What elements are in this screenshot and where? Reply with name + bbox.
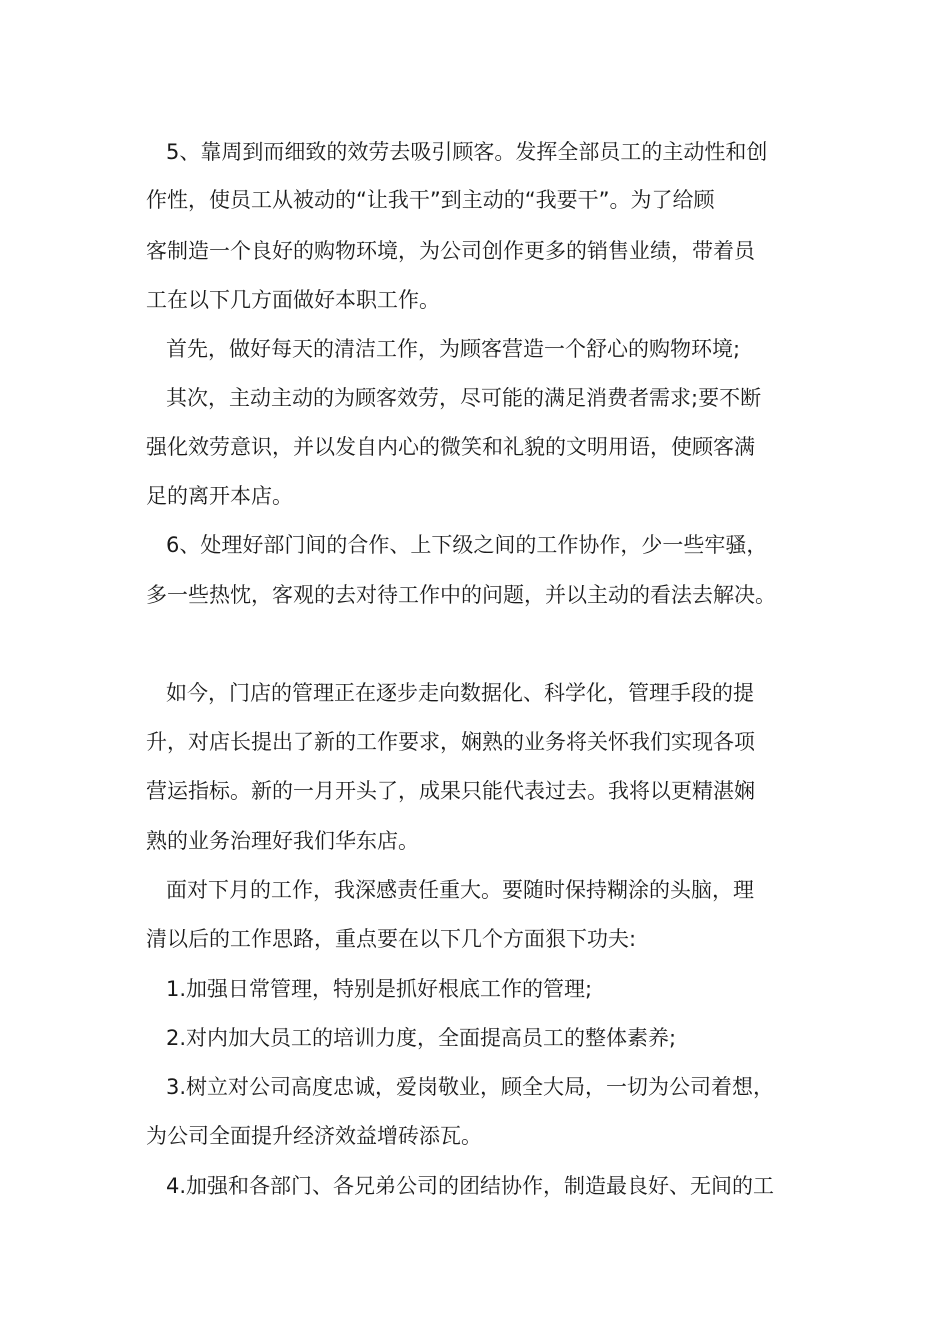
- first-point-line: 首先，做好每天的清洁工作，为顾客营造一个舒心的购物环境;: [166, 337, 741, 361]
- paragraph-5-line-2: 作性，使员工从被动的“让我干”到主动的“我要干”。为了给顾: [146, 188, 715, 212]
- plan-intro-line-1: 面对下月的工作，我深感责任重大。要随时保持糊涂的头脑，理: [166, 878, 754, 902]
- paragraph-6-line-2: 多一些热忱，客观的去对待工作中的问题，并以主动的看法去解决。: [146, 583, 776, 607]
- paragraph-6-line-1: 6、处理好部门间的合作、上下级之间的工作协作，少一些牢骚，: [166, 533, 768, 557]
- plan-item-4-line-1: 4.加强和各部门、各兄弟公司的团结协作，制造最良好、无间的工: [166, 1174, 775, 1198]
- outlook-paragraph-line-3: 营运指标。新的一月开头了，成果只能代表过去。我将以更精湛娴: [146, 779, 755, 803]
- plan-item-1: 1.加强日常管理，特别是抓好根底工作的管理;: [166, 977, 593, 1001]
- paragraph-5-line-4: 工在以下几方面做好本职工作。: [146, 288, 440, 312]
- plan-item-3-line-1: 3.树立对公司高度忠诚，爱岗敬业，顾全大局，一切为公司着想，: [166, 1075, 775, 1099]
- plan-item-2: 2.对内加大员工的培训力度，全面提高员工的整体素养;: [166, 1026, 677, 1050]
- plan-intro-line-2: 清以后的工作思路，重点要在以下几个方面狠下功夫:: [146, 927, 637, 951]
- second-point-line-2: 强化效劳意识，并以发自内心的微笑和礼貌的文明用语，使顾客满: [146, 435, 755, 459]
- plan-item-3-line-2: 为公司全面提升经济效益增砖添瓦。: [146, 1124, 482, 1148]
- second-point-line-1: 其次，主动主动的为顾客效劳，尽可能的满足消费者需求;要不断: [166, 386, 762, 410]
- paragraph-5-line-3: 客制造一个良好的购物环境，为公司创作更多的销售业绩，带着员: [146, 239, 755, 263]
- paragraph-5-line-1: 5、靠周到而细致的效劳去吸引顾客。发挥全部员工的主动性和创: [166, 140, 768, 164]
- second-point-line-3: 足的离开本店。: [146, 484, 293, 508]
- outlook-paragraph-line-1: 如今，门店的管理正在逐步走向数据化、科学化，管理手段的提: [166, 681, 754, 705]
- outlook-paragraph-line-4: 熟的业务治理好我们华东店。: [146, 829, 419, 853]
- outlook-paragraph-line-2: 升，对店长提出了新的工作要求，娴熟的业务将关怀我们实现各项: [146, 730, 755, 754]
